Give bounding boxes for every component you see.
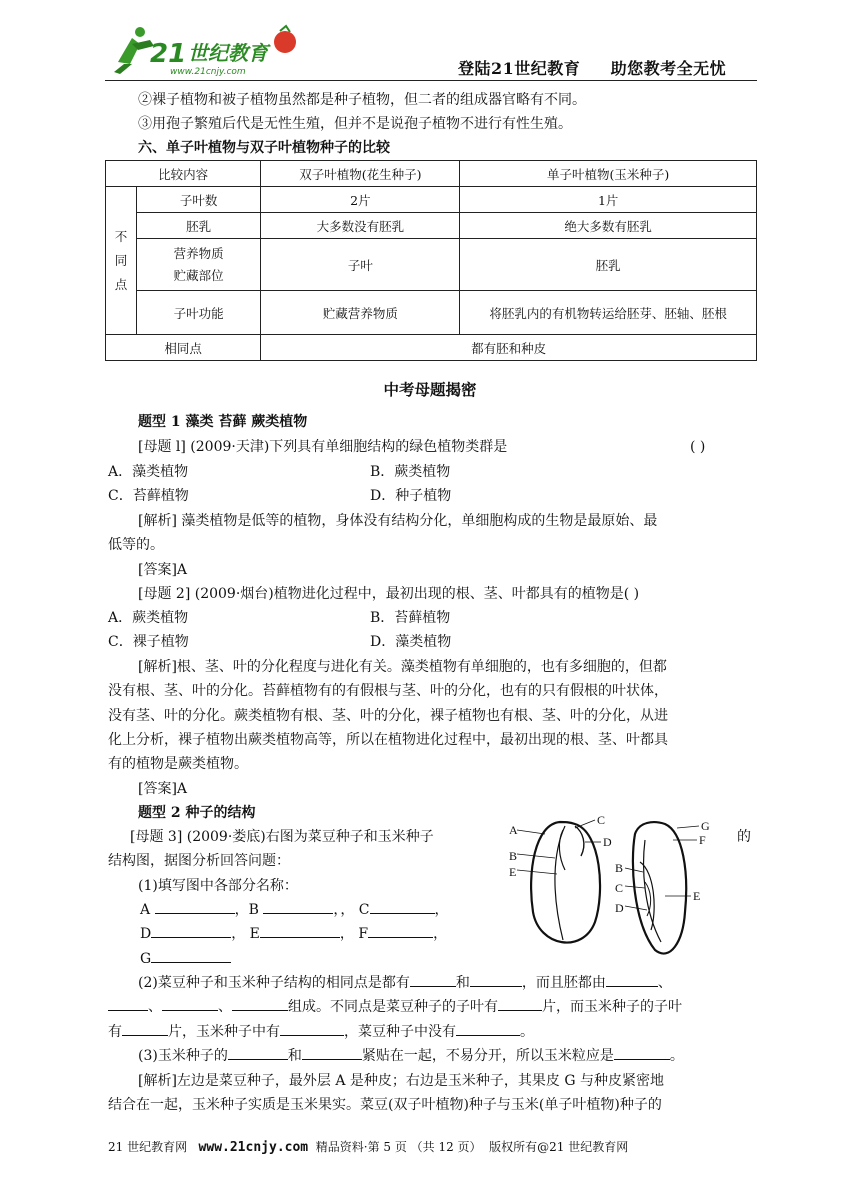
table-cell-monocot: 绝大多数有胚乳 [460, 213, 757, 239]
q2-stem: [母题 2] (2009·烟台)植物进化过程中，最初出现的根、茎、叶都具有的植物是( ) [138, 586, 640, 602]
q2-option-b: B．苔藓植物 [370, 610, 451, 626]
header-tagline: 登陆21世纪教育 助您教考全无忧 [458, 59, 727, 78]
svg-text:E: E [693, 889, 701, 903]
answer-blank[interactable] [606, 972, 658, 987]
svg-text:E: E [509, 865, 517, 879]
answer-blank[interactable] [456, 1021, 520, 1036]
table-common-value: 都有胚和种皮 [261, 335, 757, 361]
svg-text:G: G [701, 819, 710, 833]
intro-line-2: ③用孢子繁殖后代是无性生殖，但并不是说孢子植物不进行有性生殖。 [138, 116, 572, 132]
q1-option-c: C．苔藓植物 [108, 488, 189, 504]
answer-blank[interactable] [368, 923, 433, 938]
answer-blank[interactable] [162, 996, 218, 1011]
svg-text:B: B [615, 861, 624, 875]
table-group-label: 不 同 点 [106, 187, 137, 335]
q2-analysis-line: [解析]根、茎、叶的分化程度与进化有关。藻类植物有单细胞的，也有多细胞的，但都 [138, 659, 667, 675]
q2-option-c: C．裸子植物 [108, 634, 189, 650]
q1-answer: [答案]A [138, 562, 188, 578]
answer-blank[interactable] [151, 923, 231, 938]
q2-analysis-line: 没有茎、叶的分化。蕨类植物有根、茎、叶的分化，裸子植物也有根、茎、叶的分化，从进 [108, 708, 668, 724]
q2-option-d: D．藻类植物 [370, 634, 452, 650]
table-cell-monocot: 1片 [460, 187, 757, 213]
q3-stem: 结构图，据图分析回答问题： [108, 853, 290, 869]
q3-sub2-line: 、 、 组成。不同点是菜豆种子的子叶有 片，而玉米种子的子叶 [108, 996, 682, 1018]
q3-labels-row: A ，B ，， C ， [140, 899, 449, 921]
table-cell-dicot: 2片 [261, 187, 460, 213]
answer-blank[interactable] [155, 899, 235, 914]
q1-answer-paren: ( ) [690, 439, 706, 455]
page-footer: 21 世纪教育网 www.21cnjy.com 精品资料·第 5 页 （共 12 页） 版权所有@21 世纪教育网 [108, 1140, 629, 1155]
q2-analysis-line: 有的植物是蕨类植物。 [108, 756, 248, 772]
q1-option-b: B．蕨类植物 [370, 464, 451, 480]
svg-text:B: B [509, 849, 518, 863]
q1-option-d: D．种子植物 [370, 488, 452, 504]
header-divider [105, 80, 757, 81]
answer-blank[interactable] [260, 923, 340, 938]
q3-sub2-line: 有 片，玉米种子中有 ，菜豆种子中没有 。 [108, 1021, 534, 1043]
q3-sub2-line: (2)菜豆种子和玉米种子结构的相同点是都有 和 ，而且胚都由 、 [138, 972, 672, 994]
q3-labels-row: G [140, 948, 231, 970]
answer-blank[interactable] [122, 1021, 168, 1036]
answer-blank[interactable] [151, 948, 231, 963]
table-row-item: 胚乳 [137, 213, 261, 239]
exam-section-title: 中考母题揭密 [383, 380, 477, 399]
q2-answer: [答案]A [138, 781, 188, 797]
table-row-item: 子叶数 [137, 187, 261, 213]
answer-blank[interactable] [263, 899, 333, 914]
answer-blank[interactable] [498, 996, 542, 1011]
svg-text:D: D [615, 901, 624, 915]
seed-structure-figure [505, 812, 725, 962]
table-cell-dicot: 子叶 [261, 239, 460, 291]
q3-stem: [母题 3] (2009·娄底)右图为菜豆种子和玉米种子 [130, 829, 434, 845]
svg-text:A: A [509, 823, 518, 837]
answer-blank[interactable] [108, 996, 148, 1011]
table-row-item: 子叶功能 [137, 291, 261, 335]
section-title-comparison: 六、单子叶植物与双子叶植物种子的比较 [138, 140, 390, 156]
table-common-label: 相同点 [106, 335, 261, 361]
svg-text:D: D [603, 835, 612, 849]
svg-text:F: F [699, 833, 706, 847]
table-cell-dicot: 大多数没有胚乳 [261, 213, 460, 239]
site-logo [110, 20, 310, 78]
table-header-item: 比较内容 [106, 161, 261, 187]
intro-line-1: ②裸子植物和被子植物虽然都是种子植物，但二者的组成器官略有不同。 [138, 92, 586, 108]
svg-text:C: C [597, 813, 606, 827]
answer-blank[interactable] [370, 899, 435, 914]
answer-blank[interactable] [614, 1045, 670, 1060]
footer-site-link[interactable]: www.21cnjy.com [198, 1140, 309, 1155]
table-cell-monocot: 胚乳 [460, 239, 757, 291]
answer-blank[interactable] [302, 1045, 362, 1060]
q2-analysis-line: 没有根、茎、叶的分化。苔藓植物有的有假根与茎、叶的分化，也有的只有假根的叶状体， [108, 683, 668, 699]
q1-analysis-line: 低等的。 [108, 537, 164, 553]
q2-analysis-line: 化上分析，裸子植物出蕨类植物高等，所以在植物进化过程中，最初出现的根、茎、叶都具 [108, 732, 668, 748]
type1-title: 题型 1 藻类 苔藓 蕨类植物 [138, 414, 308, 430]
type2-title: 题型 2 种子的结构 [138, 805, 256, 821]
answer-blank[interactable] [470, 972, 522, 987]
comparison-table [105, 160, 757, 361]
q3-labels-row: D ， E ， F ， [140, 923, 447, 945]
table-cell-monocot: 将胚乳内的有机物转运给胚芽、胚轴、胚根 [460, 291, 757, 335]
q3-stem-end: 的 [737, 829, 751, 845]
table-cell-dicot: 贮藏营养物质 [261, 291, 460, 335]
q2-option-a: A．蕨类植物 [108, 610, 189, 626]
answer-blank[interactable] [410, 972, 456, 987]
svg-text:21: 21 [150, 39, 187, 69]
table-header-dicot: 双子叶植物(花生种子) [261, 161, 460, 187]
answer-blank[interactable] [280, 1021, 344, 1036]
svg-text:C: C [615, 881, 624, 895]
answer-blank[interactable] [228, 1045, 288, 1060]
q3-sub1: (1)填写图中各部分名称： [138, 878, 298, 894]
q3-analysis-line: 结合在一起，玉米种子实质是玉米果实。菜豆(双子叶植物)种子与玉米(单子叶植物)种子的 [108, 1097, 662, 1113]
q1-analysis-line: [解析] 藻类植物是低等的植物，身体没有结构分化，单细胞构成的生物是最原始、最 [138, 513, 658, 529]
svg-text:世纪教育: 世纪教育 [188, 41, 268, 65]
svg-text:www.21cnjy.com: www.21cnjy.com [170, 67, 246, 77]
table-header-monocot: 单子叶植物(玉米种子) [460, 161, 757, 187]
q3-analysis-line: [解析]左边是菜豆种子，最外层 A 是种皮；右边是玉米种子，其果皮 G 与种皮紧密地 [138, 1073, 665, 1089]
q1-option-a: A．藻类植物 [108, 464, 189, 480]
q3-sub3-line: (3)玉米种子的 和 紧贴在一起，不易分开，所以玉米粒应是 。 [138, 1045, 684, 1067]
q1-stem: [母题 l] (2009·天津)下列具有单细胞结构的绿色植物类群是 [138, 439, 508, 455]
table-row-item: 营养物质 贮藏部位 [137, 239, 261, 291]
answer-blank[interactable] [232, 996, 288, 1011]
